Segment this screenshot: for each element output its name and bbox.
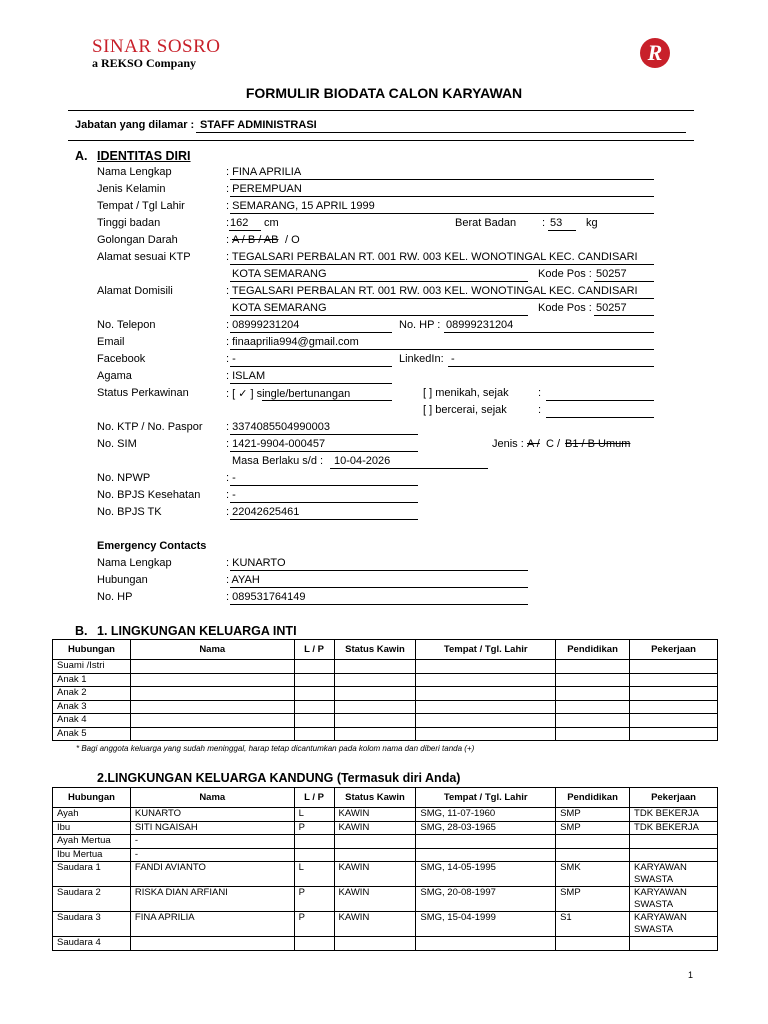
table-cell[interactable]: SMP [556,808,630,822]
table-row [53,687,718,701]
table-row [53,821,718,835]
sim-label: No. SIM [97,438,137,450]
table-cell[interactable] [130,673,294,687]
linkedin-label: LinkedIn: [399,353,444,365]
berat-label: Berat Badan [455,217,517,229]
alamat-dom-underline1 [230,298,654,299]
alamat-dom-line1[interactable]: : TEGALSARI PERBALAN RT. 001 RW. 003 KEL. WONOTINGAL KEC. CANDISARI [226,285,638,297]
brand-name: SINAR SOSRO [92,36,221,57]
status-single-checkbox[interactable]: : [ ✓ ] single/bertunangan [226,388,351,400]
table-cell[interactable] [294,673,334,687]
table-cell[interactable] [416,687,556,701]
ttl-label: Tempat / Tgl Lahir [97,200,185,212]
table-cell[interactable] [130,660,294,674]
sim-jenis-struck-a: A / [527,438,540,450]
table-cell[interactable]: KARYAWAN SWASTA [630,912,718,937]
col-lp: L / P [294,640,334,660]
table-cell[interactable]: - [130,848,294,862]
agama-value[interactable]: : ISLAM [226,370,266,382]
facebook-label: Facebook [97,353,146,365]
table-cell[interactable] [294,660,334,674]
table-cell[interactable]: Suami /Istri [53,660,131,674]
col-pekerjaan: Pekerjaan [630,640,718,660]
table-cell[interactable] [556,700,630,714]
email-underline [230,349,654,350]
table-cell[interactable] [130,700,294,714]
table-cell[interactable]: SMG, 11-07-1960 [416,808,556,822]
table-cell[interactable] [294,727,334,741]
table-row [53,835,718,849]
goldar-struck-options: A / B / AB [232,234,279,246]
alamat-ktp-underline2 [230,281,528,282]
table-cell[interactable] [334,700,416,714]
section-b1-title: 1. LINGKUNGAN KELUARGA INTI [97,624,297,638]
table-cell[interactable]: Anak 5 [53,727,131,741]
table-row [53,727,718,741]
table-cell[interactable] [130,937,294,951]
col-pekerjaan: Pekerjaan [630,788,718,808]
table-cell[interactable] [556,835,630,849]
table-cell[interactable]: SMK [556,862,630,887]
linkedin-underline [448,366,654,367]
table-cell[interactable] [630,848,718,862]
jabatan-label: Jabatan yang dilamar : [75,119,195,131]
tinggi-label: Tinggi badan [97,217,161,229]
page-number: 1 [688,970,694,980]
rekso-logo-icon: R [640,38,670,68]
emergency-title: Emergency Contacts [97,540,207,552]
table-row [53,808,718,822]
npwp-label: No. NPWP [97,472,151,484]
jabatan-value[interactable]: STAFF ADMINISTRASI [200,119,317,131]
table-cell[interactable]: SMP [556,821,630,835]
title-divider [68,110,694,111]
table-cell[interactable]: KAWIN [334,808,416,822]
table-cell[interactable]: KAWIN [334,887,416,912]
form-title: FORMULIR BIODATA CALON KARYAWAN [245,85,523,101]
alamat-ktp-line1[interactable]: : TEGALSARI PERBALAN RT. 001 RW. 003 KEL. WONOTINGAL KEC. CANDISARI [226,251,638,263]
berat-value[interactable]: 53 [550,217,563,229]
table-cell[interactable] [630,727,718,741]
telepon-value[interactable]: : 08999231204 [226,319,300,331]
emergency-nama-value[interactable]: : KUNARTO [226,557,286,569]
table-row [53,848,718,862]
table-cell[interactable]: FANDI AVIANTO [130,862,294,887]
table-cell[interactable] [556,727,630,741]
nama-label: Nama Lengkap [97,166,172,178]
table-cell[interactable] [130,727,294,741]
table-cell[interactable] [416,937,556,951]
sim-masa-label: Masa Berlaku s/d : [232,455,324,467]
table-row [53,887,718,912]
tinggi-colon: : [226,217,230,229]
table-cell[interactable] [416,835,556,849]
alamat-dom-kodepos[interactable]: 50257 [596,302,627,314]
menikah-underline [546,400,654,401]
email-value[interactable]: : finaaprilia994@gmail.com [226,336,359,348]
emergency-hub-label: Hubungan [97,574,148,586]
table-cell[interactable] [294,687,334,701]
ttl-underline [230,213,654,214]
table-cell[interactable]: SMG, 15-04-1999 [416,912,556,937]
status-label: Status Perkawinan [97,387,189,399]
table-cell[interactable] [294,700,334,714]
bpjs-kes-label: No. BPJS Kesehatan [97,489,201,501]
bpjs-kes-value[interactable]: : - [226,489,236,501]
telepon-label: No. Telepon [97,319,156,331]
table-cell[interactable] [334,660,416,674]
col-nama: Nama [130,640,294,660]
col-nama: Nama [130,788,294,808]
kodepos-dom-underline [594,315,654,316]
table-cell[interactable] [630,673,718,687]
goldar-label: Golongan Darah [97,234,178,246]
tinggi-unit: cm [264,217,279,229]
emergency-hp-label: No. HP [97,591,133,603]
table-cell[interactable] [334,687,416,701]
table-row [53,714,718,728]
table-cell[interactable]: P [294,912,334,937]
table-row [53,700,718,714]
table-row [53,912,718,937]
hp-value[interactable]: 08999231204 [446,319,514,331]
table-cell[interactable] [416,673,556,687]
table-cell[interactable]: Ayah [53,808,131,822]
table-cell[interactable] [416,660,556,674]
table-cell[interactable] [130,714,294,728]
goldar-colon: : [226,234,230,246]
berat-underline [548,230,576,231]
emergency-nama-underline [230,570,528,571]
nama-underline [230,179,654,180]
col-pendidikan: Pendidikan [556,788,630,808]
table-cell[interactable]: Anak 4 [53,714,131,728]
table-cell[interactable] [630,937,718,951]
table-cell[interactable]: TDK BEKERJA [630,808,718,822]
bercerai-underline [546,417,654,418]
goldar-value[interactable]: / O [285,234,300,246]
table-header-row [53,640,718,660]
kodepos-ktp-underline [594,281,654,282]
alamat-ktp-line2[interactable]: KOTA SEMARANG [232,268,327,280]
sim-masa-value[interactable]: 10-04-2026 [334,455,391,467]
table-cell[interactable] [334,714,416,728]
table-cell[interactable] [334,835,416,849]
table-cell[interactable] [556,848,630,862]
sim-jenis-value[interactable]: C / [546,438,561,450]
ktp-value[interactable]: : 3374085504990003 [226,421,330,433]
table-cell[interactable] [556,714,630,728]
table-cell[interactable]: Anak 3 [53,700,131,714]
section-b-letter: B. [75,624,88,638]
hp-label: No. HP : [399,319,441,331]
berat-colon: : [542,217,546,229]
table-cell[interactable] [556,687,630,701]
ktp-label: No. KTP / No. Paspor [97,421,203,433]
alamat-dom-underline2 [230,315,528,316]
emergency-hub-underline [230,587,528,588]
sim-value[interactable]: : 1421-9904-000457 [226,438,326,450]
status-menikah-colon: : [538,387,542,399]
emergency-hp-value[interactable]: : 089531764149 [226,591,306,603]
table-header-row [53,788,718,808]
emergency-hub-value[interactable]: : AYAH [226,574,260,586]
keluarga-inti-table [52,639,718,741]
sim-underline [230,451,418,452]
table-row [53,660,718,674]
table-cell[interactable] [334,673,416,687]
telepon-underline [230,332,392,333]
tinggi-value[interactable]: 162 [230,217,249,229]
table-cell[interactable]: SMG, 14-05-1995 [416,862,556,887]
nama-value[interactable]: : FINA APRILIA [226,166,302,178]
berat-unit: kg [586,217,598,229]
bpjs-tk-value[interactable]: : 22042625461 [226,506,300,518]
status-bercerai-checkbox[interactable]: [ ] bercerai, sejak [423,404,507,416]
status-underline [262,400,392,401]
jabatan-divider [68,140,694,141]
table-cell[interactable]: L [294,862,334,887]
col-status: Status Kawin [334,640,416,660]
table-cell[interactable]: FINA APRILIA [130,912,294,937]
table-cell[interactable] [556,660,630,674]
table-cell[interactable]: L [294,808,334,822]
col-hubungan: Hubungan [53,640,131,660]
bpjs-tk-underline [230,519,418,520]
bpjs-kes-underline [230,502,418,503]
table-cell[interactable] [294,848,334,862]
alamat-dom-kodepos-label: Kode Pos : [538,302,592,314]
table-cell[interactable]: KARYAWAN SWASTA [630,862,718,887]
table-cell[interactable]: KAWIN [334,821,416,835]
table-cell[interactable] [556,673,630,687]
emergency-nama-label: Nama Lengkap [97,557,172,569]
col-ttl: Tempat / Tgl. Lahir [416,788,556,808]
section-b2-title: 2.LINGKUNGAN KELUARGA KANDUNG (Termasuk diri Anda) [97,771,461,785]
table-cell[interactable]: Saudara 1 [53,862,131,887]
table-cell[interactable]: SMG, 20-08-1997 [416,887,556,912]
alamat-ktp-underline1 [230,264,654,265]
section-a-letter: A. [75,149,88,163]
table-cell[interactable]: Anak 1 [53,673,131,687]
linkedin-value[interactable]: - [451,353,455,365]
table-cell[interactable] [630,714,718,728]
table-cell[interactable]: TDK BEKERJA [630,821,718,835]
sim-jenis-struck-b: B1 / B Umum [565,438,631,450]
table-cell[interactable]: P [294,821,334,835]
hp-underline [444,332,654,333]
table-cell[interactable]: SMP [556,887,630,912]
table-cell[interactable] [416,714,556,728]
table-cell[interactable]: KARYAWAN SWASTA [630,887,718,912]
table-cell[interactable] [630,687,718,701]
facebook-underline [230,366,392,367]
table-cell[interactable]: SMG, 28-03-1965 [416,821,556,835]
status-bercerai-colon: : [538,404,542,416]
sim-masa-underline [330,468,488,469]
table-cell[interactable] [334,937,416,951]
table-row [53,862,718,887]
jk-value[interactable]: : PEREMPUAN [226,183,302,195]
table-cell[interactable]: Saudara 2 [53,887,131,912]
table-cell[interactable]: KUNARTO [130,808,294,822]
col-ttl: Tempat / Tgl. Lahir [416,640,556,660]
ktp-underline [230,434,418,435]
table-cell[interactable] [294,835,334,849]
emergency-hp-underline [230,604,528,605]
section-a-title: IDENTITAS DIRI [97,149,191,163]
table-cell[interactable] [416,848,556,862]
alamat-ktp-label: Alamat sesuai KTP [97,251,191,263]
table-cell[interactable]: KAWIN [334,912,416,937]
table-note: * Bagi anggota keluarga yang sudah meninggal, harap tetap dicantumkan pada kolom nama dan diberi tanda (+) [76,744,475,753]
table-cell[interactable]: S1 [556,912,630,937]
table-cell[interactable]: Ibu Mertua [53,848,131,862]
table-cell[interactable] [556,937,630,951]
table-cell[interactable] [334,848,416,862]
table-cell[interactable]: RISKA DIAN ARFIANI [130,887,294,912]
email-label: Email [97,336,125,348]
ttl-value[interactable]: : SEMARANG, 15 APRIL 1999 [226,200,375,212]
facebook-value[interactable]: : - [226,353,236,365]
table-cell[interactable]: - [130,835,294,849]
table-cell[interactable] [630,660,718,674]
table-cell[interactable]: SITI NGAISAH [130,821,294,835]
table-cell[interactable] [334,727,416,741]
table-cell[interactable]: Saudara 4 [53,937,131,951]
jk-underline [230,196,654,197]
table-cell[interactable]: Anak 2 [53,687,131,701]
npwp-value[interactable]: : - [226,472,236,484]
table-cell[interactable]: KAWIN [334,862,416,887]
table-row [53,937,718,951]
table-cell[interactable] [294,937,334,951]
table-cell[interactable]: Ibu [53,821,131,835]
keluarga-kandung-table [52,787,718,951]
table-cell[interactable] [416,700,556,714]
col-lp: L / P [294,788,334,808]
jabatan-underline [196,132,686,133]
table-cell[interactable] [630,700,718,714]
table-cell[interactable]: Saudara 3 [53,912,131,937]
table-cell[interactable]: P [294,887,334,912]
sim-jenis-label: Jenis : [492,438,524,450]
agama-underline [230,383,392,384]
col-pendidikan: Pendidikan [556,640,630,660]
tinggi-underline [229,230,261,231]
alamat-dom-line2[interactable]: KOTA SEMARANG [232,302,327,314]
col-hubungan: Hubungan [53,788,131,808]
agama-label: Agama [97,370,132,382]
alamat-ktp-kodepos-label: Kode Pos : [538,268,592,280]
table-cell[interactable] [630,835,718,849]
table-cell[interactable] [294,714,334,728]
alamat-ktp-kodepos[interactable]: 50257 [596,268,627,280]
col-status: Status Kawin [334,788,416,808]
status-menikah-checkbox[interactable]: [ ] menikah, sejak [423,387,509,399]
table-cell[interactable] [416,727,556,741]
alamat-dom-label: Alamat Domisili [97,285,173,297]
brand-tagline: a REKSO Company [92,56,197,70]
table-row [53,673,718,687]
npwp-underline [230,485,418,486]
table-cell[interactable]: Ayah Mertua [53,835,131,849]
bpjs-tk-label: No. BPJS TK [97,506,162,518]
table-cell[interactable] [130,687,294,701]
jk-label: Jenis Kelamin [97,183,166,195]
